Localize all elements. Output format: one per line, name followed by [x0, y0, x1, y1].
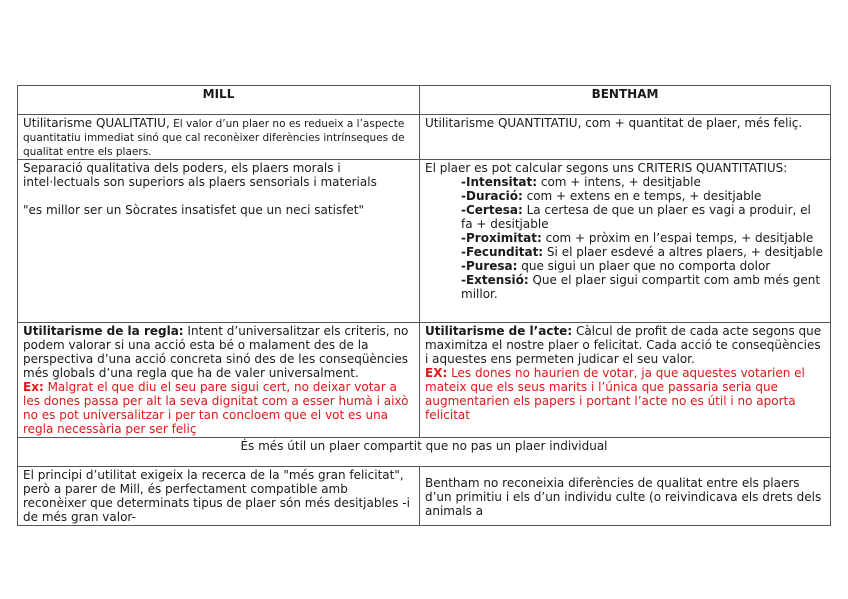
criterion-text: com + intens, + desitjable: [537, 175, 701, 189]
act-text: Càlcul de profit de cada acte segons que maximitza el nostre plaer o felicitat. Cada acció te conseqüències i aquestes ens permeten judicar el seu valor.: [425, 324, 822, 366]
criterion-name: -Puresa:: [461, 259, 518, 273]
mill-qualitative-cell: [18, 115, 420, 160]
criterion-item: [425, 231, 825, 245]
criterion-item: [425, 175, 825, 189]
criterion-name: -Extensió:: [461, 273, 529, 287]
bentham-quantitative-cell: Utilitarisme QUANTITATIU, com + quantitat de plaer, més feliç.: [420, 115, 831, 160]
mill-qualitative-text: El valor d’un plaer no es redueix a l’aspecte quantitatiu immediat sinó que cal reconèixer diferències intrínseques de qualitat entre els plaers.: [23, 118, 405, 158]
criteria-intro: El plaer es pot calcular segons uns CRITERIS QUANTITATIUS:: [425, 161, 788, 175]
table-row: [18, 323, 831, 438]
criterion-name: -Duració:: [461, 189, 523, 203]
rule-title: Utilitarisme de la regla:: [23, 324, 184, 338]
mill-principle-cell: El principi d’utilitat exigeix la recerca de la "més gran felicitat", però a parer de Mill, és perfectament compatible amb reconèixer que determinats tipus de plaer són més desitjables -i de més gran valor-: [18, 467, 420, 526]
criterion-text: Que el plaer sigui compartit com amb més gent millor.: [461, 273, 821, 301]
criterion-item: [425, 203, 825, 231]
socrates-quote: "es millor ser un Sòcrates insatisfet que un neci satisfet": [23, 203, 365, 217]
table-row: [18, 467, 831, 526]
comparison-table: [17, 85, 831, 526]
mill-qualitative-title: Utilitarisme QUALITATIU,: [23, 116, 170, 130]
mill-separation-cell: [18, 160, 420, 323]
act-utilitarianism-cell: [420, 323, 831, 438]
header-row: [18, 86, 831, 115]
criterion-item: [425, 245, 825, 259]
rule-example-text: Malgrat el que diu el seu pare sigui cert, no deixar votar a les dones passa per alt la seva dignitat com a esser humà i això no es pot universalitzar i per tan concloem que el vot es una regla necessària per ser feliç: [23, 380, 409, 436]
criterion-text: que sigui un plaer que no comporta dolor: [517, 259, 771, 273]
act-title: Utilitarisme de l’acte:: [425, 324, 573, 338]
criterion-text: La certesa de que un plaer es vagi a produir, el fa + desitjable: [461, 203, 811, 231]
criterion-name: -Certesa:: [461, 203, 523, 217]
criterion-name: -Proximitat:: [461, 231, 542, 245]
table-row: [18, 438, 831, 467]
rule-utilitarianism-cell: [18, 323, 420, 438]
bentham-quality-cell: Bentham no reconeixia diferències de qualitat entre els plaers d’un primitiu i els d’un individu culte (o reivindicava els drets dels animals a: [420, 467, 831, 526]
table-row: [18, 115, 831, 160]
act-example-label: EX:: [425, 366, 448, 380]
criterion-text: com + extens en e temps, + desitjable: [522, 189, 762, 203]
rule-text: Intent d’universalitzar els criteris, no podem valorar si una acció esta bé o malament des de la perspectiva d’una acció concreta sinó des de les conseqüències més globals d’una regla que ha de valer universalment.: [23, 324, 409, 380]
criterion-text: Si el plaer esdevé a altres plaers, + desitjable: [543, 245, 823, 259]
criterion-item: [425, 259, 825, 273]
header-mill: MILL: [18, 86, 420, 115]
mill-separation-text: Separació qualitativa dels poders, els plaers morals i intel·lectuals son superiors als plaers sensorials i materials: [23, 161, 377, 189]
bentham-criteria-cell: [420, 160, 831, 323]
rule-example: [23, 380, 414, 436]
act-example: [425, 366, 825, 422]
table-row: [18, 160, 831, 323]
criterion-item: [425, 273, 825, 301]
criterion-name: -Fecunditat:: [461, 245, 544, 259]
criterion-text: com + pròxim en l’espai temps, + desitjable: [541, 231, 814, 245]
header-bentham: BENTHAM: [420, 86, 831, 115]
act-example-text: Les dones no haurien de votar, ja que aquestes votarien el mateix que els seus marits i l’única que passaria seria que augmentarien els papers i portant l’acte no es útil i no aporta felicitat: [425, 366, 805, 422]
criterion-item: [425, 189, 825, 203]
rule-example-label: Ex:: [23, 380, 44, 394]
shared-pleasure-statement: És més útil un plaer compartit que no pas un plaer individual: [18, 438, 831, 467]
criterion-name: -Intensitat:: [461, 175, 538, 189]
